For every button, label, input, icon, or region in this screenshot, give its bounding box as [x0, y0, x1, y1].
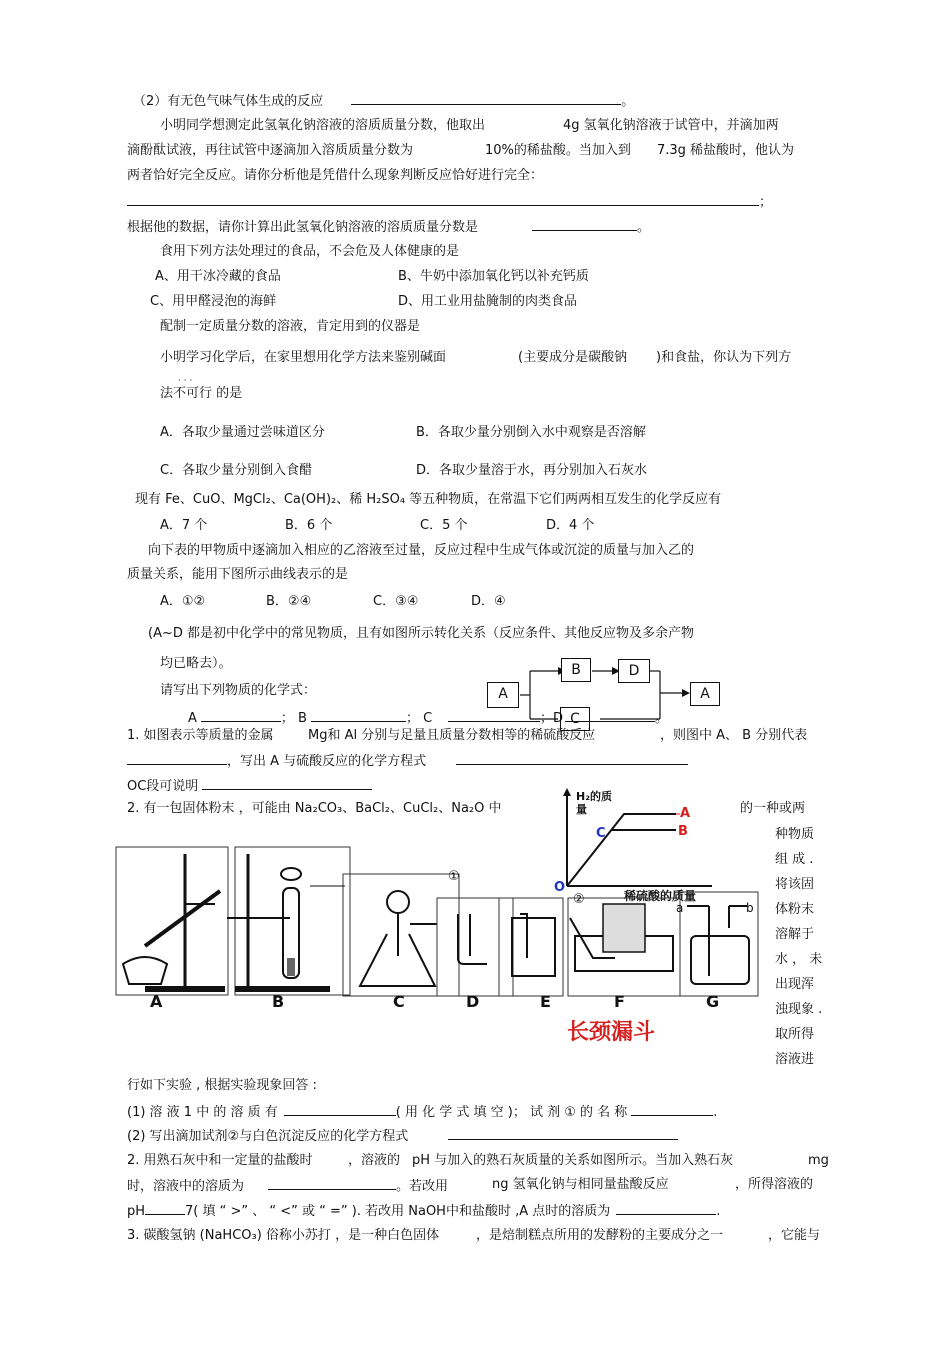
flow-box-d: D	[618, 659, 650, 683]
flow-box-c: C	[560, 707, 590, 731]
line-32d: ，所得溶液的	[735, 1177, 814, 1192]
option-9b: D、用工业用盐腌制的肉类食品	[398, 294, 578, 309]
graph-ylabel: H₂的质量	[576, 790, 613, 816]
line-5: ；	[127, 193, 772, 211]
line-34c: ，它能与	[768, 1228, 821, 1243]
line-2a: 小明同学想测定此氢氧化钠溶液的溶质质量分数，他取出	[160, 118, 486, 133]
option-19c: C．③④	[373, 594, 419, 609]
line-3c: 7.3g 稀盐酸时，他认为	[657, 143, 795, 158]
line-31d: mg	[808, 1153, 829, 1168]
apparatus-figure	[115, 846, 760, 1016]
line-17: 向下表的甲物质中逐滴加入相应的乙溶液至过量，反应过程中生成气体或沉淀的质量与加入乙的	[148, 543, 695, 558]
line-4: 两者恰好完全反应。请你分析他是凭借什么现象判断反应恰好进行完全：	[127, 168, 544, 183]
line-2b: 4g 氢氧化钠溶液于试管中，并滴加两	[563, 118, 779, 133]
right-text-7: 出现浑	[775, 977, 815, 992]
line-32: 时，溶液中的溶质为 。若改用	[127, 1179, 449, 1194]
graph-origin: O	[554, 880, 566, 895]
line-31b: ，溶液的	[348, 1153, 401, 1168]
line-12: 法不可行 的是	[160, 386, 243, 401]
apparatus-g-port-b: b	[746, 901, 754, 915]
line-27b: 的一种或两	[740, 801, 806, 816]
option-14b: D．各取少量溶于水，再分别加入石灰水	[416, 463, 648, 478]
line-24b: Mg和 Al 分别与足量且质量分数相等的稀硫酸反应	[308, 728, 596, 743]
line-27a: 2. 有一包固体粉末 ，可能由 Na₂CO₃、BaCl₂、CuCl₂、Na₂O 中	[127, 801, 502, 816]
option-14a: C．各取少量分别倒入食醋	[160, 463, 313, 478]
line-33: pH 7( 填 “ >” 、 “ <” 或 “ =” ). 若改用 NaOH中和盐酸时 ,A 点时的溶质为 .	[127, 1204, 721, 1219]
option-13a: A．各取少量通过尝味道区分	[160, 425, 325, 440]
line-23: A ； B ； C	[188, 711, 433, 726]
line-34b: ，是焙制糕点所用的发酵粉的主要成分之一	[476, 1228, 724, 1243]
line-28: 行如下实验 , 根据实验现象回答 :	[127, 1078, 317, 1093]
right-text-1: 种物质	[775, 827, 815, 842]
right-text-9: 取所得	[775, 1027, 815, 1042]
line-29: (1) 溶 液 1 中 的 溶 质 有 ( 用 化 学 式 填 空 )； 试 剂 ① 的 名 称 .	[127, 1105, 718, 1120]
line-30: (2) 写出滴加试剂②与白色沉淀反应的化学方程式	[127, 1127, 678, 1145]
right-text-2: 组 成 .	[775, 852, 814, 867]
option-16c: C．5 个	[420, 518, 468, 533]
line-20: (A~D 都是初中化学中的常见物质，且有如图所示转化关系（反应条件、其他反应物及多余产物	[148, 626, 695, 641]
line-10: 配制一定质量分数的溶液，肯定用到的仪器是	[160, 319, 421, 334]
line-21: 均已略去）。	[160, 656, 232, 671]
option-19a: A．①②	[160, 594, 206, 609]
line-7: 食用下列方法处理过的食品，不会危及人体健康的是	[160, 244, 460, 259]
apparatus-g-port-a: a	[676, 901, 684, 915]
line-26: OC段可说明	[127, 777, 372, 795]
funnel-caption: 长颈漏斗	[567, 1019, 656, 1045]
right-text-5: 溶解于	[775, 927, 815, 942]
line-6: 根据他的数据，请你计算出此氢氧化钠溶液的溶质质量分数是 。	[127, 220, 651, 235]
line-3b: 10%的稀盐酸。当加入到	[485, 143, 631, 158]
right-text-4: 体粉末	[775, 902, 815, 917]
graph-line-b: B	[678, 824, 688, 839]
graph-reagent-2: ②	[573, 892, 585, 907]
apparatus-label-c: C	[393, 992, 405, 1011]
option-19b: B．②④	[266, 594, 312, 609]
option-16b: B．6 个	[285, 518, 333, 533]
apparatus-label-g: G	[706, 992, 720, 1011]
line-11b: (主要成分是碳酸钠	[518, 350, 628, 365]
graph-xlabel: 稀硫酸的质量	[624, 889, 697, 903]
graph-reagent-1: ①	[448, 869, 460, 884]
option-19d: D．④	[471, 594, 506, 609]
line-24c: ，则图中 A、 B 分别代表	[660, 728, 808, 743]
emphasis-dots: · · ·	[178, 376, 193, 386]
apparatus-label-d: D	[466, 992, 480, 1011]
line-3a: 滴酚酞试液，再往试管中逐滴加入溶质质量分数为	[127, 143, 414, 158]
graph-point-c: C	[596, 826, 606, 841]
line-15: 现有 Fe、CuO、MgCl₂、Ca(OH)₂、稀 H₂SO₄ 等五种物质，在常温下它们两两相互发生的化学反应有	[135, 492, 722, 507]
line-34a: 3. 碳酸氢钠 (NaHCO₃) 俗称小苏打 ，是一种白色固体	[127, 1228, 440, 1243]
flow-box-a2: A	[690, 682, 720, 706]
option-8a: A、用干冰冷藏的食品	[155, 269, 281, 284]
option-9a: C、用甲醛浸泡的海鲜	[150, 294, 277, 309]
line-18: 质量关系，能用下图所示曲线表示的是	[127, 567, 349, 582]
right-text-8: 浊现象 .	[775, 1002, 823, 1017]
option-13b: B．各取少量分别倒入水中观察是否溶解	[416, 425, 646, 440]
apparatus-label-b: B	[272, 992, 285, 1011]
flow-box-a: A	[487, 682, 519, 708]
option-8b: B、牛奶中添加氧化钙以补充钙质	[398, 269, 589, 284]
right-text-10: 溶液进	[775, 1052, 815, 1067]
apparatus-label-e: E	[540, 992, 551, 1011]
line-11a: 小明学习化学后，在家里想用化学方法来鉴别碱面	[160, 350, 447, 365]
line-31c: pH 与加入的熟石灰质量的关系如图所示。当加入熟石灰	[412, 1153, 734, 1168]
line-31a: 2. 用熟石灰中和一定量的盐酸时	[127, 1153, 313, 1168]
line-25: ，写出 A 与硫酸反应的化学方程式	[127, 752, 688, 770]
option-16d: D．4 个	[546, 518, 595, 533]
right-text-3: 将该固	[775, 877, 815, 892]
line-22: 请写出下列物质的化学式：	[160, 683, 317, 698]
option-16a: A．7 个	[160, 518, 208, 533]
line-24a: 1. 如图表示等质量的金属	[127, 728, 274, 743]
graph-line-a: A	[680, 806, 691, 821]
line-11c: )和食盐，你认为下列方	[656, 350, 792, 365]
line-1: （2）有无色气味气体生成的反应 。	[133, 94, 635, 109]
apparatus-label-f: F	[614, 992, 625, 1011]
line-32c: ng 氢氧化钠与相同量盐酸反应	[492, 1177, 669, 1192]
line-23-tail: ；D 。	[448, 709, 668, 727]
apparatus-label-a: A	[150, 992, 163, 1011]
flow-box-b: B	[561, 658, 591, 682]
right-text-6: 水 ， 未	[775, 952, 823, 967]
